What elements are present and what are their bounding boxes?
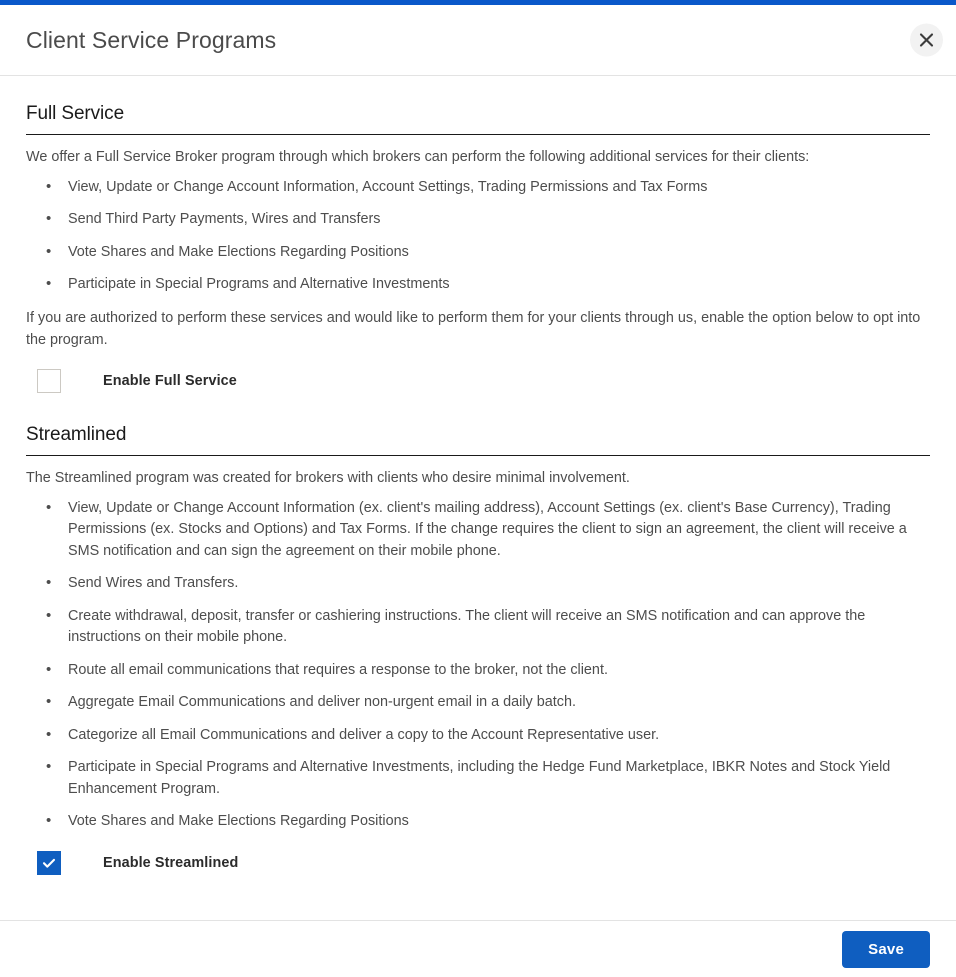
- close-button[interactable]: [910, 24, 943, 57]
- modal-header: [0, 5, 956, 76]
- section-intro-full-service: We offer a Full Service Broker program through which brokers can perform the following additional services for their clients:: [26, 148, 810, 165]
- section-heading-streamlined: Streamlined: [26, 423, 127, 445]
- list-item: • Aggregate Email Communications and deliver non-urgent email in a daily batch.: [26, 692, 930, 714]
- enable-full-service-checkbox[interactable]: [37, 369, 61, 393]
- list-item: • Send Wires and Transfers.: [26, 573, 930, 595]
- checkbox-row-streamlined[interactable]: [26, 851, 930, 875]
- enable-streamlined-label[interactable]: Enable Streamlined: [103, 854, 239, 871]
- list-item: • Categorize all Email Communications and deliver a copy to the Account Representative user.: [26, 725, 930, 747]
- enable-streamlined-checkbox[interactable]: [37, 851, 61, 875]
- enable-full-service-label[interactable]: Enable Full Service: [103, 372, 237, 389]
- section-streamlined: [26, 397, 930, 875]
- section-heading-full-service: Full Service: [26, 103, 125, 124]
- bullet-list-streamlined: [26, 498, 930, 833]
- list-item: • Route all email communications that requires a response to the broker, not the client.: [26, 660, 930, 682]
- list-item: • Vote Shares and Make Elections Regarding Positions: [26, 811, 930, 833]
- section-full-service: [26, 76, 930, 393]
- bullet-list-full-service: [26, 177, 930, 296]
- list-item: • Send Third Party Payments, Wires and Transfers: [26, 209, 930, 231]
- section-divider-streamlined: [26, 455, 930, 456]
- page-title: Client Service Programs: [26, 26, 277, 53]
- list-item: • Vote Shares and Make Elections Regarding Positions: [26, 242, 930, 264]
- list-item: • View, Update or Change Account Information (ex. client's mailing address), Account Settings (ex. client's Base Currency), Trading Permissions (ex. Stocks and Options) and Tax Forms. If the change requires the client to sign an agreement, the client will receive a SMS notification and can sign the agreement on their mobile phone.: [26, 498, 930, 563]
- save-button[interactable]: Save: [842, 931, 930, 968]
- list-item: • View, Update or Change Account Information, Account Settings, Trading Permissions and Tax Forms: [26, 177, 930, 199]
- check-icon: [41, 855, 57, 871]
- modal-footer: [0, 920, 956, 977]
- list-item: • Participate in Special Programs and Alternative Investments, including the Hedge Fund Marketplace, IBKR Notes and Stock Yield Enhancement Program.: [26, 757, 930, 800]
- list-item: • Participate in Special Programs and Alternative Investments: [26, 274, 930, 296]
- section-outro-full-service: If you are authorized to perform these services and would like to perform them for your clients through us, enable the option below to opt into the program.: [26, 309, 921, 348]
- checkbox-row-full-service[interactable]: [26, 369, 930, 393]
- close-icon: [919, 33, 934, 48]
- modal-body: [0, 76, 956, 925]
- section-intro-streamlined: The Streamlined program was created for brokers with clients who desire minimal involvement.: [26, 469, 630, 486]
- section-divider-full-service: [26, 134, 930, 135]
- list-item: • Create withdrawal, deposit, transfer or cashiering instructions. The client will receive an SMS notification and can approve the instructions on their mobile phone.: [26, 606, 930, 649]
